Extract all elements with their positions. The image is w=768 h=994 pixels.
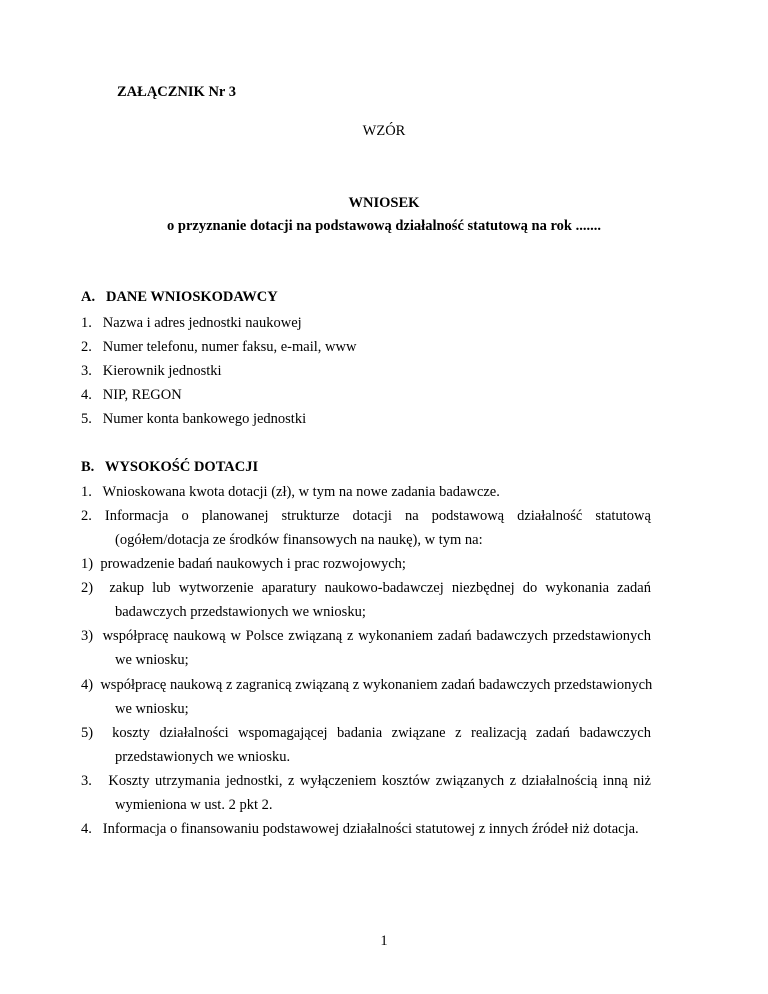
page-number: 1 bbox=[380, 933, 388, 949]
word: na bbox=[404, 508, 419, 524]
word: działalność bbox=[517, 508, 583, 524]
section-b-subitem-3-line-1: 3) współpracę naukową w Polsce związaną z wykonaniem zadań badawczych przedstawionych bbox=[81, 628, 651, 644]
section-a-heading: A. DANE WNIOSKODAWCY bbox=[81, 289, 278, 305]
word: dotacji bbox=[352, 508, 392, 524]
section-a-item: 2. Numer telefonu, numer faksu, e-mail, www bbox=[81, 339, 357, 355]
word: strukturze bbox=[281, 508, 340, 524]
word: Informacja bbox=[104, 508, 169, 524]
section-b-item-4: 4. Informacja o finansowaniu podstawowej działalności statutowej z innych źródeł niż dotacja. bbox=[81, 821, 639, 837]
section-b-item-1: 1. Wnioskowana kwota dotacji (zł), w tym na nowe zadania badawcze. bbox=[81, 484, 500, 500]
section-b-subitem-1: 1) prowadzenie badań naukowych i prac rozwojowych; bbox=[81, 556, 406, 572]
section-a-item: 3. Kierownik jednostki bbox=[81, 363, 222, 379]
template-label: WZÓR bbox=[362, 123, 406, 139]
word: 2. bbox=[81, 508, 92, 524]
section-b-subitem-5-line-2: przedstawionych we wniosku. bbox=[115, 749, 291, 765]
word: planowanej bbox=[201, 508, 269, 524]
section-b-subitem-4-line-2: we wniosku; bbox=[115, 701, 189, 717]
attachment-label: ZAŁĄCZNIK Nr 3 bbox=[117, 84, 236, 100]
word: o bbox=[181, 508, 189, 524]
section-b-subitem-2-line-1: 2) zakup lub wytworzenie aparatury naukowo-badawczej niezbędnej do wykonania zadań bbox=[81, 580, 651, 596]
section-a-item: 1. Nazwa i adres jednostki naukowej bbox=[81, 315, 302, 331]
word: podstawową bbox=[431, 508, 505, 524]
section-b-subitem-3-line-2: we wniosku; bbox=[115, 652, 189, 668]
document-title: WNIOSEK bbox=[348, 195, 420, 211]
section-b-subitem-2-line-2: badawczych przedstawionych we wniosku; bbox=[115, 604, 366, 620]
section-b-subitem-5-line-1: 5) koszty działalności wspomagającej badania związane z realizacją zadań badawczych bbox=[81, 725, 651, 741]
section-b-subitem-4-line-1: 4) współpracę naukową z zagranicą związaną z wykonaniem zadań badawczych przedstawionych bbox=[81, 677, 653, 693]
section-b-item-2-line-2: (ogółem/dotacja ze środków finansowych na naukę), w tym na: bbox=[115, 532, 483, 548]
document-subtitle: o przyznanie dotacji na podstawową działalność statutową na rok ....... bbox=[167, 218, 601, 234]
section-a-item: 4. NIP, REGON bbox=[81, 387, 182, 403]
section-b-item-3-line-2: wymieniona w ust. 2 pkt 2. bbox=[115, 797, 273, 813]
word: statutową bbox=[595, 508, 651, 524]
section-b-item-2-line-1 bbox=[81, 507, 651, 525]
section-b-heading: B. WYSOKOŚĆ DOTACJI bbox=[81, 459, 259, 475]
section-b-item-3-line-1: 3. Koszty utrzymania jednostki, z wyłączeniem kosztów związanych z działalnością inną niż bbox=[81, 773, 651, 789]
section-a-item: 5. Numer konta bankowego jednostki bbox=[81, 411, 307, 427]
